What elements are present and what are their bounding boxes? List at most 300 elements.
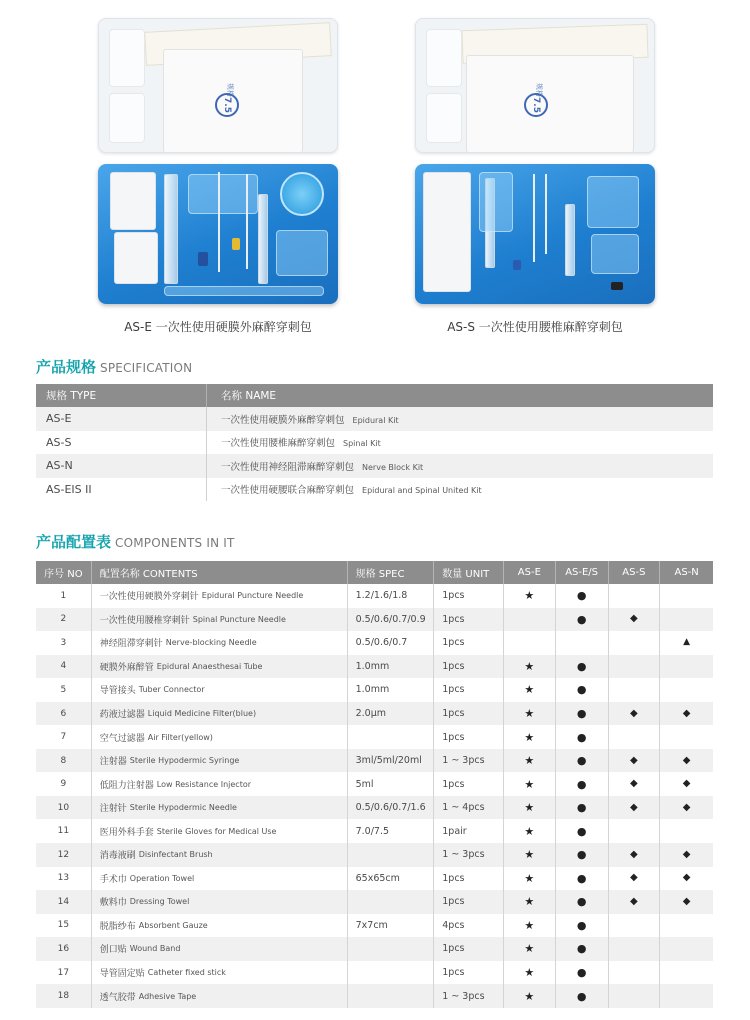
component-unit: 1pcs [434, 867, 504, 891]
component-name-en: Sterile Hypodermic Needle [129, 803, 237, 813]
component-row [36, 937, 713, 961]
component-spec: 3ml/5ml/20ml [348, 749, 435, 773]
spec-type: AS-N [36, 454, 207, 478]
component-as-s-cell [609, 937, 661, 961]
component-no: 1 [36, 584, 92, 608]
component-no: 2 [36, 608, 92, 632]
component-row [36, 772, 713, 796]
component-name-en: Catheter fixed stick [147, 968, 226, 978]
component-as-e-cell [504, 914, 556, 938]
component-as-e-s-cell [556, 749, 609, 773]
component-name-en: Sterile Gloves for Medical Use [156, 826, 277, 836]
as-s-mark: ◆ [630, 707, 638, 719]
component-as-e-cell [504, 584, 556, 608]
as-s-mark: ◆ [630, 848, 638, 860]
as-s-white-tray-photo [415, 18, 655, 153]
component-as-e-cell [504, 961, 556, 985]
component-no: 12 [36, 843, 92, 867]
component-unit: 1 ~ 3pcs [434, 843, 504, 867]
comp-header-spec: 规格 SPEC [348, 561, 435, 584]
component-name-en: Tuber Connector [138, 685, 205, 695]
spec-name [207, 412, 713, 426]
as-e-s-mark: ● [576, 942, 587, 956]
as-s-mark: ◆ [630, 754, 638, 766]
as-n-mark: ◆ [682, 778, 691, 790]
component-row [36, 702, 713, 726]
component-name [92, 867, 348, 891]
component-name-en: Air Filter(yellow) [147, 732, 213, 742]
component-no: 3 [36, 631, 92, 655]
as-e-s-mark: ● [576, 918, 587, 932]
as-e-mark: ★ [524, 707, 535, 720]
component-name-cn: 导管接头 [99, 686, 136, 697]
as-e-s-mark: ● [576, 659, 587, 673]
component-name [92, 984, 348, 1008]
component-spec [348, 961, 435, 985]
component-unit: 1pair [434, 819, 504, 843]
component-row [36, 843, 713, 867]
component-name-cn: 硬膜外麻醉管 [99, 662, 154, 673]
component-no: 5 [36, 678, 92, 702]
component-as-e-cell [504, 678, 556, 702]
component-name [92, 772, 348, 796]
component-name-cn: 手术巾 [99, 874, 127, 885]
component-as-e-cell [504, 984, 556, 1008]
component-as-e-cell [504, 867, 556, 891]
spec-name-cn: 一次性使用腰椎麻醉穿刺包 [221, 438, 336, 450]
component-name-en: Operation Towel [129, 873, 195, 883]
component-name-cn: 医用外科手套 [99, 827, 154, 838]
as-e-s-mark: ● [576, 848, 587, 862]
component-name-cn: 神经阻滞穿刺针 [99, 639, 163, 650]
component-as-s-cell [609, 749, 661, 773]
specification-title-cn: 产品规格 [36, 358, 97, 376]
component-as-s-cell [609, 655, 661, 679]
comp-header-unit: 数量 UNIT [434, 561, 504, 584]
spec-type: AS-E [36, 407, 207, 431]
as-s-blue-tray-photo [415, 164, 655, 304]
component-row [36, 914, 713, 938]
component-name-en: Sterile Hypodermic Syringe [129, 756, 240, 766]
component-name-cn: 药液过滤器 [99, 710, 145, 720]
spec-name [207, 435, 713, 449]
as-e-mark: ★ [524, 989, 535, 1003]
component-no: 14 [36, 890, 92, 914]
component-as-s-cell [609, 961, 661, 985]
component-no: 6 [36, 702, 92, 726]
component-no: 15 [36, 914, 92, 938]
component-no: 8 [36, 749, 92, 773]
component-as-e-s-cell [556, 819, 609, 843]
spec-row [36, 407, 713, 431]
component-name-en: Absorbent Gauze [138, 920, 208, 930]
component-as-e-s-cell [556, 890, 609, 914]
component-name-cn: 一次性使用腰椎穿刺针 [99, 615, 190, 626]
as-n-mark: ▲ [683, 637, 691, 648]
component-spec: 7x7cm [348, 914, 435, 938]
component-as-e-cell [504, 772, 556, 796]
component-name-en: Epidural Anaesthesai Tube [156, 661, 263, 671]
as-s-mark: ◆ [630, 895, 638, 907]
component-spec [348, 937, 435, 961]
spec-header-type: 规格 TYPE [36, 384, 207, 407]
component-unit: 1pcs [434, 584, 504, 608]
as-n-mark: ◆ [682, 848, 691, 860]
product-photos [0, 0, 750, 340]
component-spec [348, 725, 435, 749]
as-e-white-tray-photo [98, 18, 338, 153]
component-no: 18 [36, 984, 92, 1008]
component-unit: 1pcs [434, 772, 504, 796]
component-spec: 1.2/1.6/1.8 [348, 584, 435, 608]
component-as-n-cell [660, 749, 713, 773]
component-row [36, 584, 713, 608]
component-name [92, 655, 348, 679]
as-s-mark: ◆ [630, 778, 638, 790]
component-as-n-cell [660, 961, 713, 985]
as-e-mark: ★ [524, 848, 535, 862]
component-as-n-cell [660, 984, 713, 1008]
component-unit: 1 ~ 3pcs [434, 749, 504, 773]
component-as-n-cell [660, 725, 713, 749]
as-e-mark: ★ [524, 966, 535, 980]
component-no: 4 [36, 655, 92, 679]
component-name-cn: 敷料巾 [99, 898, 127, 909]
component-name [92, 961, 348, 985]
component-as-n-cell [660, 584, 713, 608]
as-e-mark: ★ [524, 824, 535, 838]
component-row [36, 819, 713, 843]
as-e-s-mark: ● [576, 683, 587, 697]
component-no: 9 [36, 772, 92, 796]
as-e-caption: AS-E 一次性使用硬膜外麻醉穿刺包 [124, 320, 312, 334]
component-row [36, 608, 713, 632]
component-name-en: Disinfectant Brush [138, 850, 213, 860]
component-no: 11 [36, 819, 92, 843]
component-as-s-cell [609, 702, 661, 726]
component-as-e-cell [504, 796, 556, 820]
spec-name [207, 459, 713, 473]
component-as-n-cell [660, 796, 713, 820]
component-as-e-s-cell [556, 584, 609, 608]
comp-header-as-s: AS-S [609, 561, 661, 584]
as-s-mark: ◆ [630, 613, 638, 625]
component-as-e-s-cell [556, 843, 609, 867]
spec-name-en: Nerve Block Kit [362, 462, 424, 472]
as-e-bag-label: 规格 [226, 83, 234, 97]
component-name [92, 890, 348, 914]
component-as-s-cell [609, 631, 661, 655]
component-as-e-s-cell [556, 867, 609, 891]
component-name-en: Wound Band [129, 944, 181, 954]
components-table [36, 561, 713, 1008]
component-as-n-cell [660, 843, 713, 867]
as-e-s-mark: ● [576, 777, 587, 791]
as-n-mark: ◆ [682, 872, 691, 884]
component-as-e-cell [504, 631, 556, 655]
as-e-s-mark: ● [576, 801, 587, 815]
as-e-mark: ★ [524, 683, 535, 697]
component-row [36, 890, 713, 914]
as-e-s-mark: ● [576, 989, 587, 1003]
component-name-cn: 低阻力注射器 [99, 780, 154, 791]
component-as-e-cell [504, 890, 556, 914]
comp-header-no: 序号 NO [36, 561, 92, 584]
component-as-e-s-cell [556, 961, 609, 985]
comp-header-as-e-s: AS-E/S [556, 561, 609, 584]
component-as-s-cell [609, 725, 661, 749]
component-row [36, 961, 713, 985]
specification-title [36, 356, 192, 377]
product-as-s [415, 18, 655, 335]
as-n-mark: ◆ [682, 754, 691, 766]
component-as-e-s-cell [556, 796, 609, 820]
spec-name-cn: 一次性使用神经阻滞麻醉穿刺包 [221, 461, 355, 473]
component-as-e-s-cell [556, 655, 609, 679]
spec-name-cn: 一次性使用硬腰联合麻醉穿刺包 [221, 485, 355, 497]
components-title-en: COMPONENTS IN IT [115, 536, 235, 550]
component-as-s-cell [609, 890, 661, 914]
component-as-n-cell [660, 819, 713, 843]
specification-header-row [36, 384, 713, 407]
component-name-cn: 创口贴 [99, 945, 127, 956]
as-e-mark: ★ [524, 895, 535, 909]
component-as-e-s-cell [556, 914, 609, 938]
components-title-cn: 产品配置表 [36, 533, 112, 551]
component-as-e-s-cell [556, 678, 609, 702]
spec-name [207, 482, 713, 496]
component-unit: 1pcs [434, 678, 504, 702]
component-spec [348, 843, 435, 867]
component-as-s-cell [609, 984, 661, 1008]
as-e-mark: ★ [524, 659, 535, 673]
component-name [92, 725, 348, 749]
component-spec: 0.5/0.6/0.7/1.6 [348, 796, 435, 820]
component-unit: 1pcs [434, 631, 504, 655]
component-as-e-cell [504, 843, 556, 867]
component-as-e-s-cell [556, 725, 609, 749]
component-row [36, 867, 713, 891]
component-as-n-cell [660, 702, 713, 726]
spec-name-en: Spinal Kit [343, 439, 381, 449]
component-row [36, 984, 713, 1008]
component-name-cn: 透气胶带 [99, 992, 136, 1003]
component-unit: 1 ~ 4pcs [434, 796, 504, 820]
as-e-s-mark: ● [576, 707, 587, 720]
component-as-e-cell [504, 725, 556, 749]
as-s-bag-label: 规格 [535, 83, 543, 97]
as-e-s-mark: ● [576, 589, 587, 603]
component-name [92, 678, 348, 702]
component-no: 10 [36, 796, 92, 820]
component-as-s-cell [609, 772, 661, 796]
spec-row [36, 478, 713, 502]
as-e-mark: ★ [524, 801, 535, 815]
component-unit: 1pcs [434, 655, 504, 679]
component-as-e-cell [504, 749, 556, 773]
component-unit: 1pcs [434, 890, 504, 914]
component-name-cn: 脱脂纱布 [99, 921, 136, 932]
component-name-en: Adhesive Tape [138, 991, 197, 1001]
component-as-e-s-cell [556, 702, 609, 726]
as-e-blue-tray-photo [98, 164, 338, 304]
as-e-mark: ★ [524, 730, 535, 744]
component-as-n-cell [660, 655, 713, 679]
component-unit: 1 ~ 3pcs [434, 984, 504, 1008]
as-e-spec-badge: 7.5 [215, 93, 239, 117]
spec-type: AS-EIS II [36, 478, 207, 502]
component-as-s-cell [609, 678, 661, 702]
component-spec: 1.0mm [348, 655, 435, 679]
component-row [36, 678, 713, 702]
component-name [92, 584, 348, 608]
component-no: 7 [36, 725, 92, 749]
component-name-en: Dressing Towel [129, 897, 190, 907]
component-as-n-cell [660, 914, 713, 938]
component-name-en: Spinal Puncture Needle [192, 614, 286, 624]
component-name-cn: 一次性使用硬膜外穿刺针 [99, 592, 199, 603]
component-unit: 4pcs [434, 914, 504, 938]
component-row [36, 749, 713, 773]
comp-header-as-n: AS-N [674, 567, 699, 578]
spec-header-name: 名称 NAME [221, 390, 277, 402]
component-unit: 1pcs [434, 937, 504, 961]
component-as-e-cell [504, 655, 556, 679]
component-as-e-cell [504, 937, 556, 961]
components-header-row [36, 561, 713, 584]
component-as-n-cell [660, 678, 713, 702]
component-as-s-cell [609, 819, 661, 843]
component-name [92, 843, 348, 867]
as-e-s-mark: ● [576, 612, 587, 626]
as-e-s-mark: ● [576, 966, 587, 980]
as-e-s-mark: ● [576, 754, 587, 768]
component-name-cn: 导管固定贴 [99, 969, 145, 980]
component-name [92, 749, 348, 773]
component-as-n-cell [660, 867, 713, 891]
component-name-cn: 空气过滤器 [99, 733, 145, 744]
component-as-e-cell [504, 702, 556, 726]
as-e-mark: ★ [524, 754, 535, 768]
component-name [92, 937, 348, 961]
as-e-mark: ★ [524, 777, 535, 791]
component-as-n-cell [660, 890, 713, 914]
spec-name-en: Epidural and Spinal United Kit [362, 486, 482, 496]
component-spec: 0.5/0.6/0.7 [348, 631, 435, 655]
as-s-mark: ◆ [630, 872, 638, 884]
component-as-s-cell [609, 843, 661, 867]
component-as-n-cell [660, 631, 713, 655]
component-as-e-s-cell [556, 631, 609, 655]
spec-row [36, 454, 713, 478]
component-as-s-cell [609, 914, 661, 938]
component-as-n-cell [660, 937, 713, 961]
specification-table [36, 384, 713, 501]
component-row [36, 631, 713, 655]
component-spec: 65x65cm [348, 867, 435, 891]
spec-row [36, 431, 713, 455]
component-name [92, 702, 348, 726]
component-spec: 1.0mm [348, 678, 435, 702]
components-title [36, 531, 235, 552]
as-e-mark: ★ [524, 871, 535, 885]
as-n-mark: ◆ [682, 707, 691, 719]
component-name [92, 819, 348, 843]
as-e-s-mark: ● [576, 730, 587, 744]
component-spec: 2.0μm [348, 702, 435, 726]
component-name-en: Epidural Puncture Needle [201, 591, 304, 601]
component-name [92, 796, 348, 820]
as-e-s-mark: ● [576, 871, 587, 885]
component-spec: 5ml [348, 772, 435, 796]
component-spec: 0.5/0.6/0.7/0.9 [348, 608, 435, 632]
component-as-s-cell [609, 584, 661, 608]
component-as-e-cell [504, 819, 556, 843]
as-s-spec-badge: 7.5 [524, 93, 548, 117]
as-e-mark: ★ [524, 918, 535, 932]
component-as-e-s-cell [556, 984, 609, 1008]
component-as-n-cell [660, 772, 713, 796]
component-as-n-cell [660, 608, 713, 632]
as-s-mark: ◆ [630, 801, 638, 813]
comp-header-contents: 配置名称 CONTENTS [92, 561, 348, 584]
component-no: 16 [36, 937, 92, 961]
component-name-en: Nerve-blocking Needle [165, 638, 257, 648]
component-as-e-s-cell [556, 608, 609, 632]
as-s-caption: AS-S 一次性使用腰椎麻醉穿刺包 [447, 320, 623, 334]
component-row [36, 725, 713, 749]
component-as-e-s-cell [556, 937, 609, 961]
component-no: 17 [36, 961, 92, 985]
component-as-e-cell [504, 608, 556, 632]
component-unit: 1pcs [434, 608, 504, 632]
component-name [92, 608, 348, 632]
as-n-mark: ◆ [682, 895, 691, 907]
component-spec [348, 984, 435, 1008]
as-n-mark: ◆ [682, 801, 691, 813]
as-e-mark: ★ [524, 942, 535, 956]
spec-name-en: Epidural Kit [352, 415, 399, 425]
comp-header-as-e: AS-E [504, 561, 556, 584]
component-name [92, 631, 348, 655]
component-name-cn: 注射针 [99, 804, 127, 815]
specification-title-en: SPECIFICATION [100, 361, 193, 375]
as-e-s-mark: ● [576, 824, 587, 838]
component-name-en: Low Resistance Injector [156, 779, 252, 789]
component-spec [348, 890, 435, 914]
component-as-s-cell [609, 867, 661, 891]
component-spec: 7.0/7.5 [348, 819, 435, 843]
component-name-cn: 消毒液刷 [99, 851, 136, 862]
as-e-s-mark: ● [576, 895, 587, 909]
component-as-s-cell [609, 796, 661, 820]
spec-name-cn: 一次性使用硬膜外麻醉穿刺包 [221, 414, 345, 426]
component-name-en: Liquid Medicine Filter(blue) [147, 709, 257, 718]
component-row [36, 796, 713, 820]
component-unit: 1pcs [434, 725, 504, 749]
component-as-e-s-cell [556, 772, 609, 796]
component-name [92, 914, 348, 938]
component-no: 13 [36, 867, 92, 891]
component-unit: 1pcs [434, 961, 504, 985]
product-as-e [98, 18, 338, 335]
as-e-mark: ★ [524, 589, 535, 603]
component-row [36, 655, 713, 679]
component-as-s-cell [609, 608, 661, 632]
component-unit: 1pcs [434, 702, 504, 726]
component-name-cn: 注射器 [99, 757, 127, 768]
spec-type: AS-S [36, 431, 207, 455]
